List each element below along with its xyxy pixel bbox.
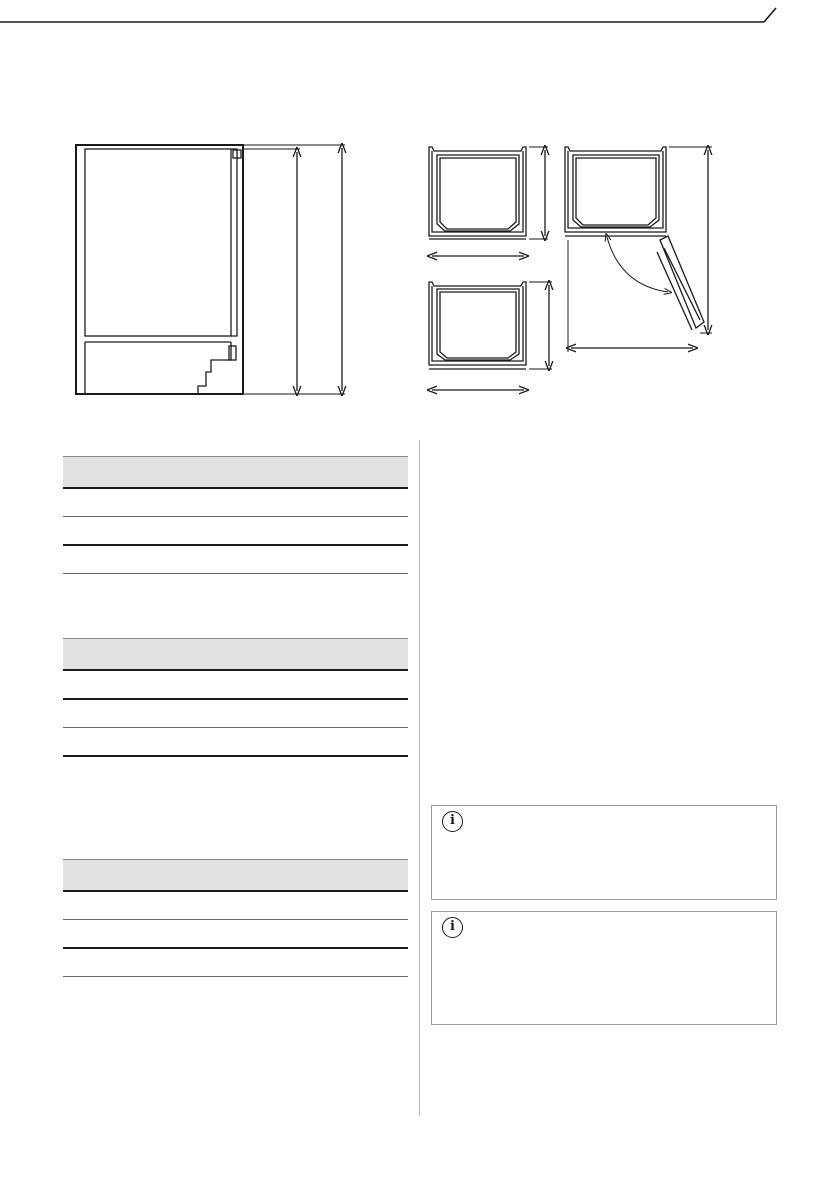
table-header	[63, 638, 408, 671]
table-row	[63, 892, 408, 920]
top-view-unit-with-door	[429, 282, 552, 390]
table-row	[63, 728, 408, 757]
table-row	[63, 517, 408, 546]
table-row	[63, 546, 408, 574]
table-row	[63, 489, 408, 517]
table-header	[63, 456, 408, 489]
dimensions-table-1	[63, 456, 408, 574]
info-icon: i	[442, 917, 463, 938]
top-view-unit	[429, 147, 548, 256]
table-row	[63, 671, 408, 700]
top-view-door-open	[565, 147, 712, 352]
dimensions-table-3	[63, 859, 408, 977]
dimensions-table-2	[63, 638, 408, 757]
column-divider	[419, 440, 420, 1116]
table-row	[63, 700, 408, 728]
dimension-diagram	[0, 0, 839, 420]
info-note-2	[431, 911, 777, 1025]
info-note-1	[431, 805, 777, 900]
table-row	[63, 920, 408, 949]
table-row	[63, 949, 408, 977]
front-view	[76, 145, 345, 394]
info-icon: i	[442, 811, 463, 832]
table-header	[63, 859, 408, 892]
